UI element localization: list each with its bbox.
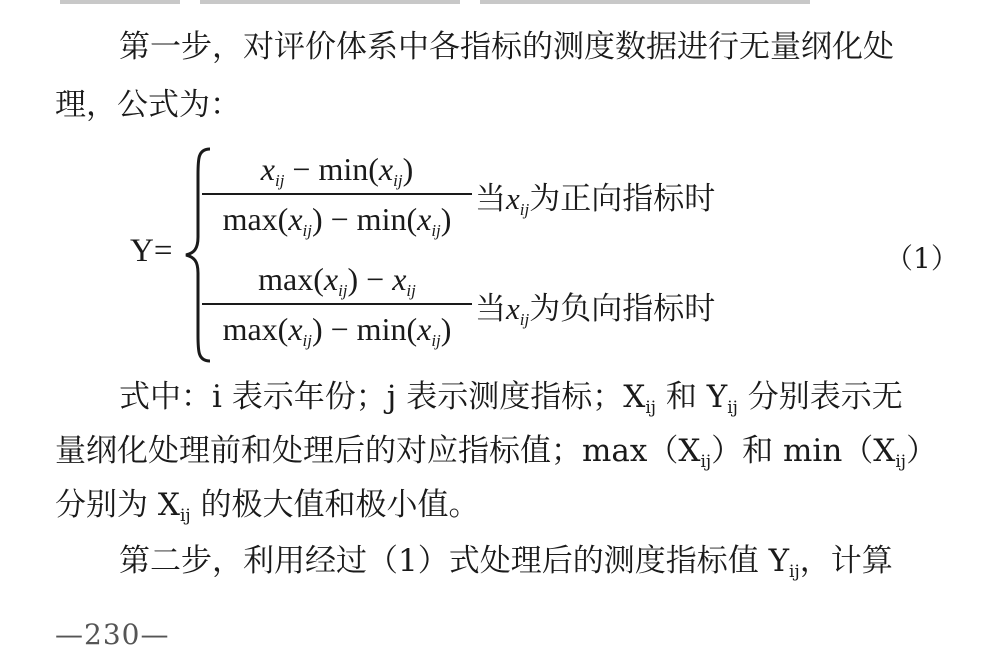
fraction-denominator: $\max(x_{ij}) - \min(x_{ij})$	[222, 311, 452, 350]
fraction-positive-indicator	[202, 147, 472, 241]
fraction-negative-indicator	[202, 257, 472, 351]
page-number: —230—	[55, 618, 170, 651]
fraction-denominator: $\max(x_{ij}) - \min(x_{ij})$	[222, 201, 452, 240]
cropped-previous-line	[0, 0, 1000, 8]
paragraph-3-line-1: 第二步，利用经过（1）式处理后的测度指标值 $Y_{ij}$，计算	[119, 543, 893, 582]
condition-negative: 当$x_{ij}$为负向指标时	[475, 291, 716, 329]
fraction-numerator: $x_{ij} - \min(x_{ij})$	[260, 151, 414, 190]
paragraph-2-line-2: 量纲化处理前和处理后的对应指标值；$\max(X_{ij})$和 $\min(X_{ij})$	[55, 433, 938, 472]
fraction-line	[202, 303, 472, 305]
fraction-numerator: $\max(x_{ij}) - x_{ij}$	[258, 261, 416, 300]
paragraph-1-line-2: 理，公式为：	[55, 87, 241, 123]
condition-positive: 当$x_{ij}$为正向指标时	[475, 181, 716, 219]
paragraph-2-line-1: 式中：i 表示年份；j 表示测度指标；$X_{ij}$ 和 $Y_{ij}$ 分别表示无	[119, 379, 903, 418]
formula-lhs: Y=	[130, 233, 173, 269]
formula-1	[130, 145, 959, 365]
paragraph-1-line-1: 第一步，对评价体系中各指标的测度数据进行无量纲化处	[119, 29, 894, 65]
fraction-line	[202, 193, 472, 195]
paragraph-2-line-3: 分别为 $X_{ij}$ 的极大值和极小值。	[55, 487, 480, 526]
equation-number: （1）	[885, 242, 959, 275]
